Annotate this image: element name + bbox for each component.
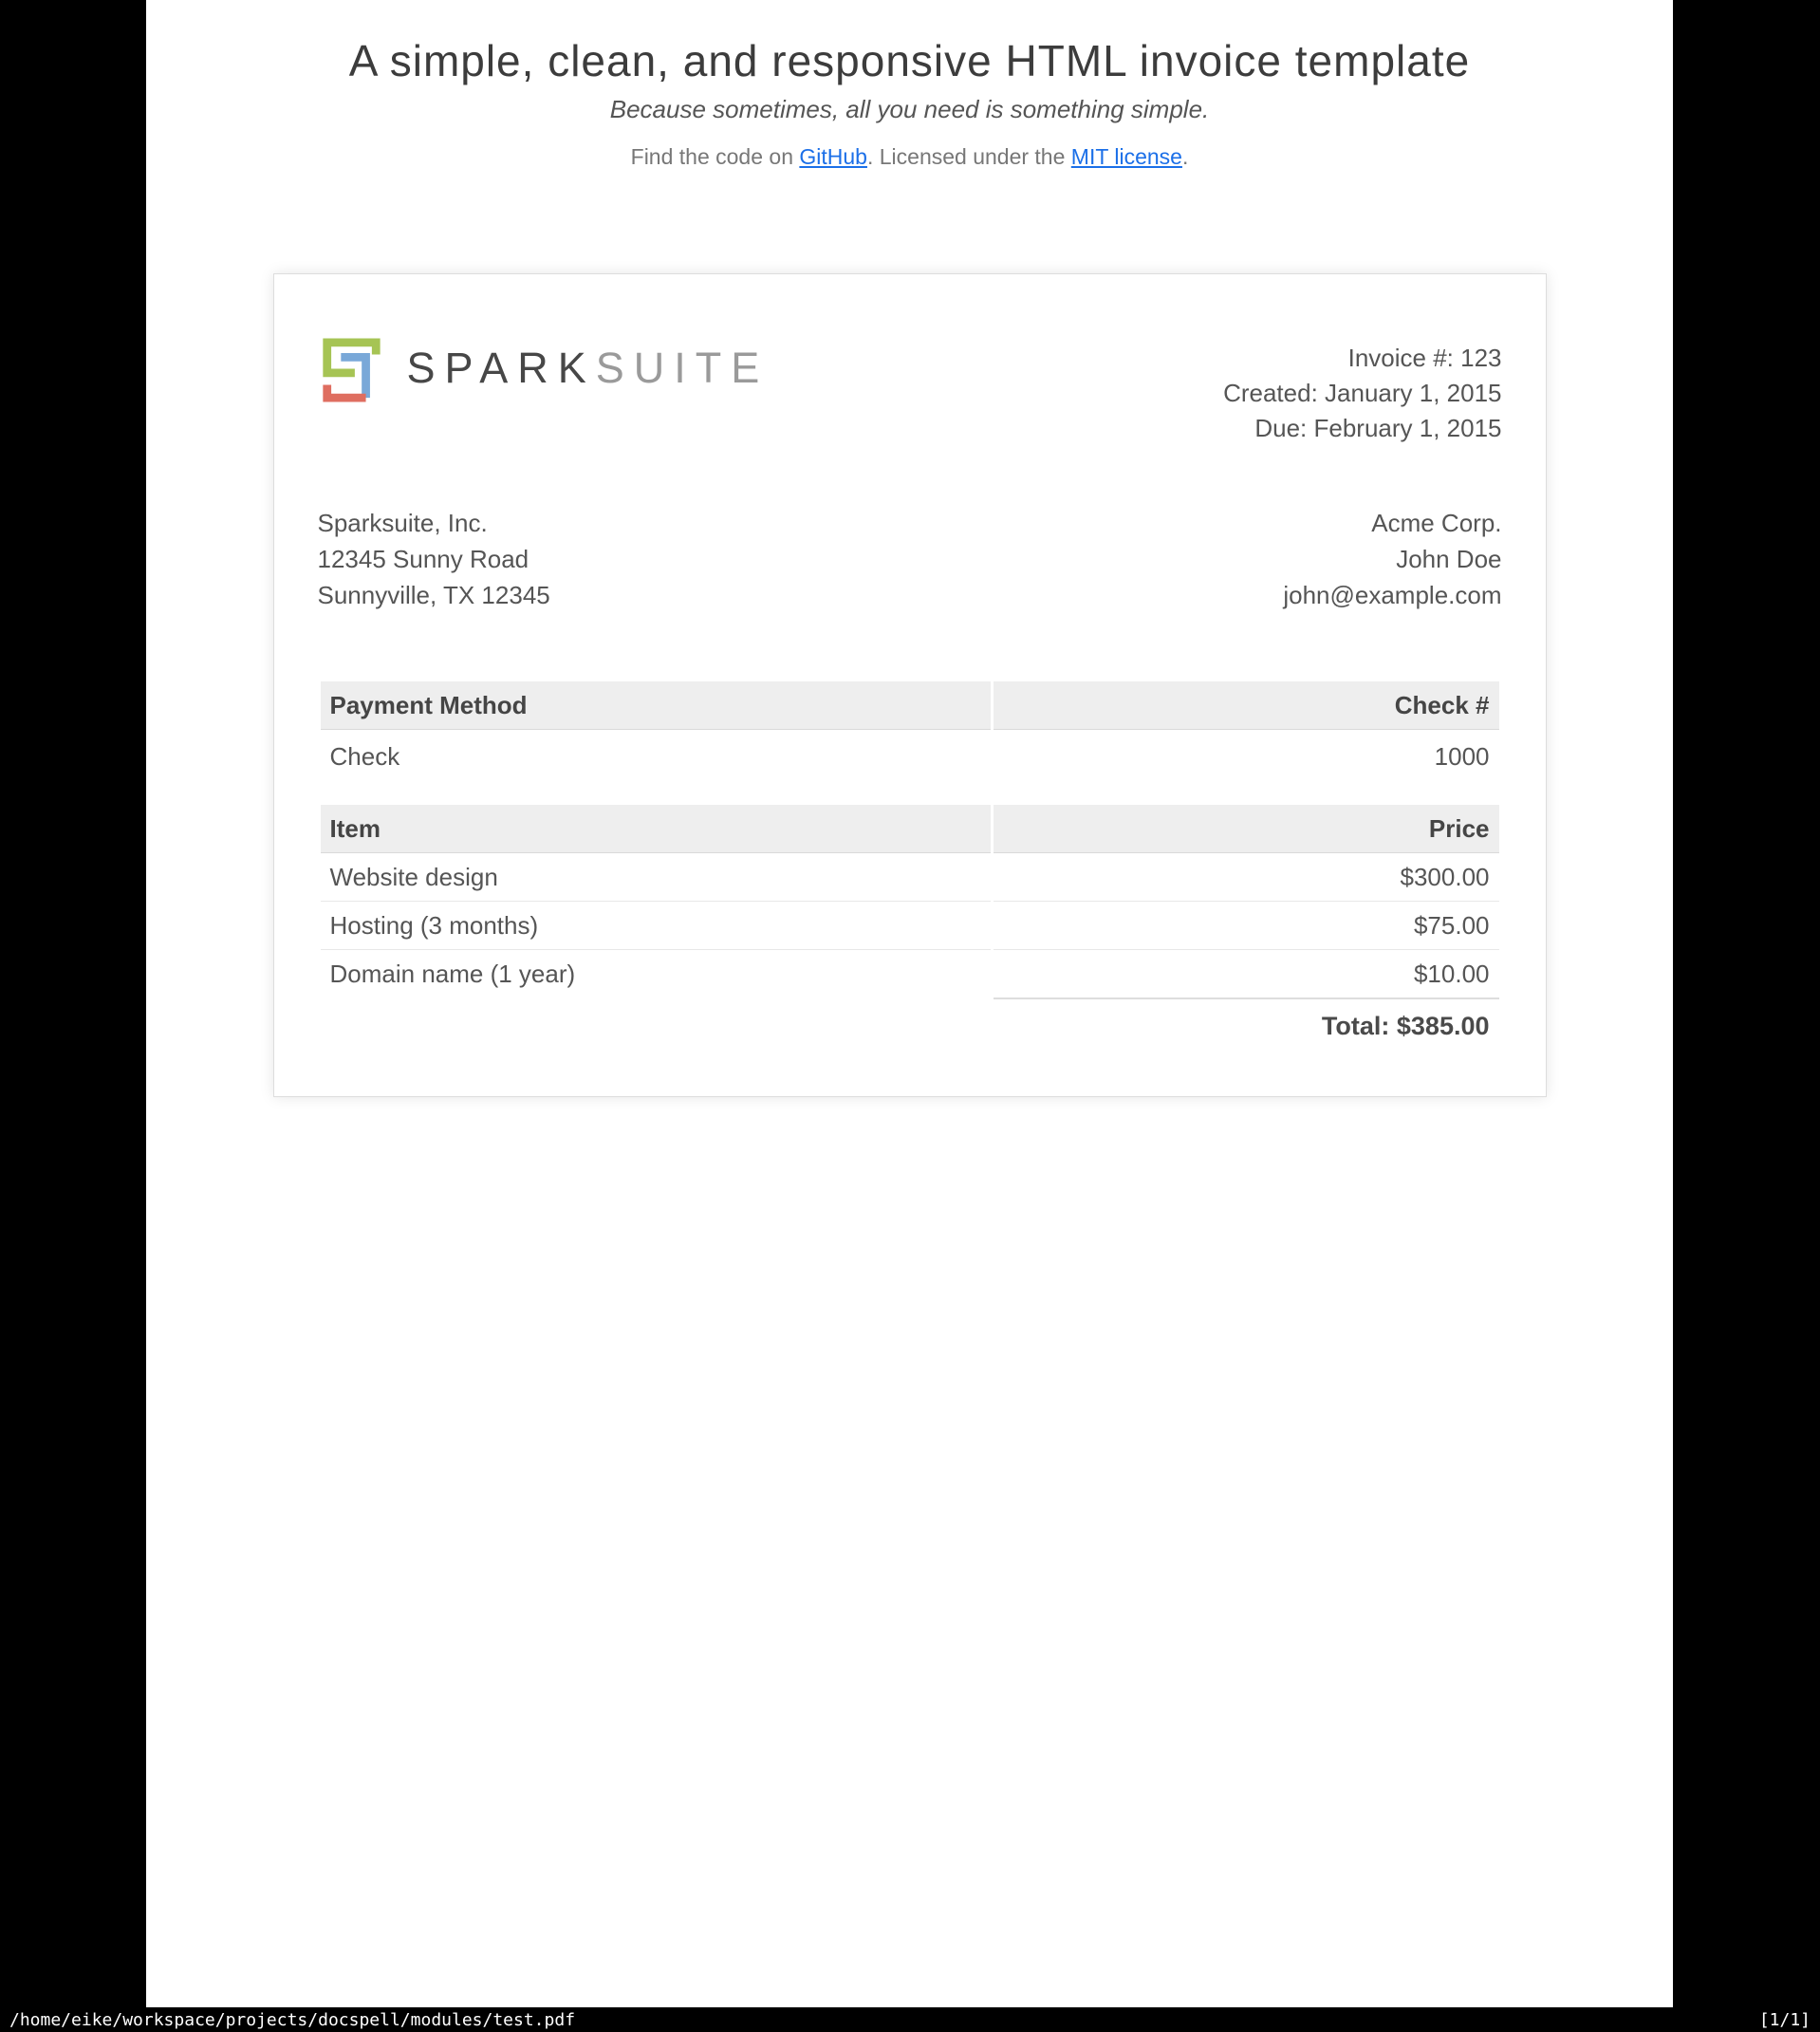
company-logo — [318, 333, 770, 407]
items-table-header-row — [321, 805, 1499, 853]
invoice-top-section — [318, 333, 1502, 446]
viewer-statusbar — [0, 2007, 1820, 2032]
item-name: Hosting (3 months) — [321, 902, 991, 950]
links-line — [146, 144, 1673, 170]
payment-method-header: Payment Method — [321, 681, 991, 730]
invoice-box — [273, 273, 1547, 1097]
statusbar-file-path: /home/eike/workspace/projects/docspell/modules/test.pdf — [9, 2009, 576, 2030]
table-row — [321, 902, 1499, 950]
total-row — [321, 997, 1499, 1053]
item-name: Website design — [321, 853, 991, 902]
invoice-meta — [1223, 341, 1501, 446]
address-to-line: john@example.com — [1283, 581, 1502, 609]
address-to — [1283, 505, 1501, 613]
document-header — [146, 0, 1673, 170]
invoice-total: Total: $385.00 — [994, 997, 1499, 1053]
logo-word-light: SUITE — [595, 344, 770, 392]
address-from — [318, 505, 550, 613]
logo-word-dark: SPARK — [406, 344, 596, 392]
item-price: $300.00 — [994, 853, 1499, 902]
statusbar-page-indicator: [1/1] — [1758, 2009, 1811, 2030]
sparksuite-s-icon — [318, 333, 384, 407]
page-title: A simple, clean, and responsive HTML invoice template — [348, 36, 1471, 85]
items-table — [318, 805, 1502, 1053]
invoice-created-date: Created: January 1, 2015 — [1223, 379, 1502, 407]
address-to-line: John Doe — [1396, 545, 1502, 573]
github-link[interactable]: GitHub — [799, 144, 867, 169]
invoice-number: Invoice #: 123 — [1347, 344, 1502, 372]
check-number-header: Check # — [994, 681, 1499, 730]
address-to-line: Acme Corp. — [1371, 509, 1502, 537]
invoice-addresses — [318, 505, 1502, 613]
payment-method-value: Check — [329, 742, 400, 771]
item-name: Domain name (1 year) — [329, 960, 576, 988]
mit-license-link[interactable]: MIT license — [1070, 144, 1182, 169]
links-line-suffix: . — [1181, 144, 1189, 169]
table-row — [321, 950, 1499, 997]
item-header: Item — [321, 805, 991, 853]
page-subtitle: Because sometimes, all you need is something simple. — [609, 95, 1210, 123]
price-header: Price — [994, 805, 1499, 853]
pdf-page — [146, 0, 1673, 2007]
item-price: $75.00 — [994, 902, 1499, 950]
payment-table-header-row — [321, 681, 1499, 730]
invoice-due-date: Due: February 1, 2015 — [1254, 414, 1502, 442]
total-spacer — [321, 997, 991, 1053]
address-from-line: Sparksuite, Inc. — [317, 509, 488, 537]
links-line-prefix: Find the code on — [630, 144, 800, 169]
links-line-middle: . Licensed under the — [866, 144, 1071, 169]
logo-wordmark — [407, 345, 770, 392]
address-from-line: 12345 Sunny Road — [317, 545, 529, 573]
payment-method-table — [318, 681, 1502, 805]
check-number-value: 1000 — [1434, 742, 1490, 771]
payment-table-row — [321, 730, 1499, 805]
item-price: $10.00 — [1413, 960, 1490, 988]
table-row — [321, 853, 1499, 902]
address-from-line: Sunnyville, TX 12345 — [317, 581, 550, 609]
